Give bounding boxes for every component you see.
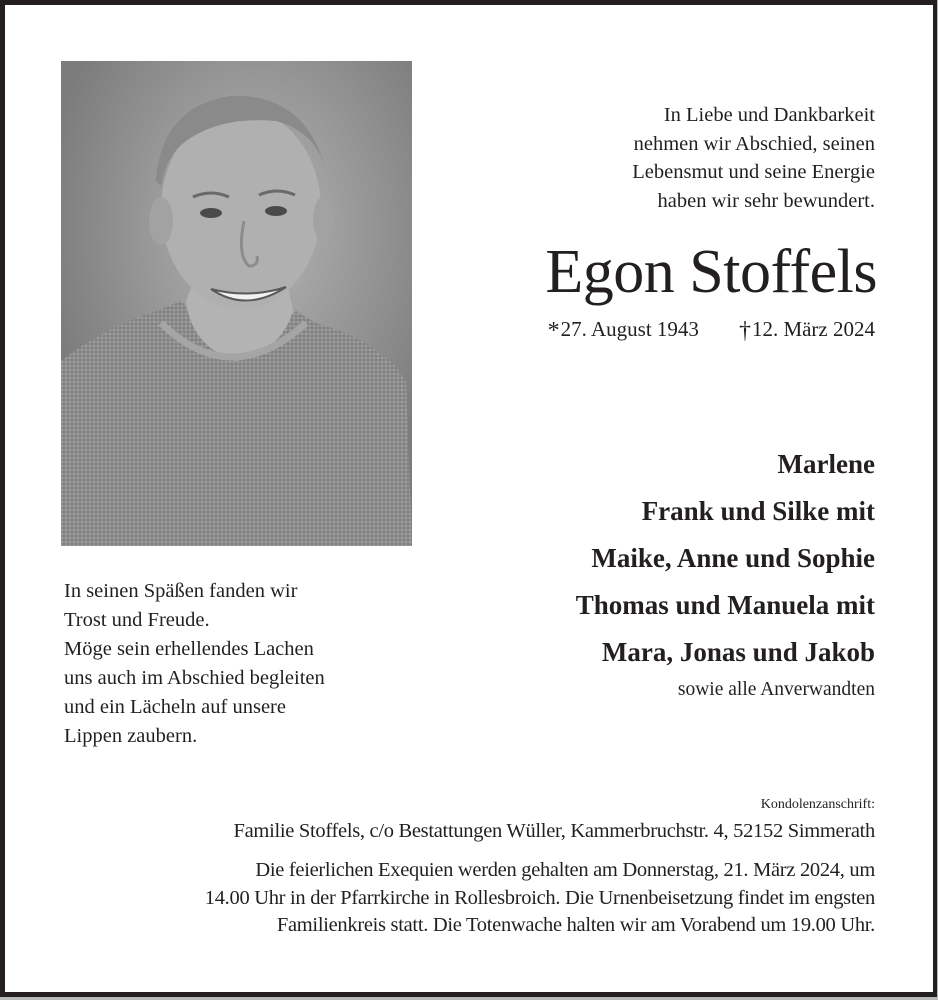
family-mourners xyxy=(425,441,875,702)
family-line: Marlene xyxy=(777,449,875,479)
death-date-group xyxy=(739,315,875,345)
deceased-name: Egon Stoffels xyxy=(545,238,877,306)
opening-quote xyxy=(455,101,875,215)
quote-line: uns auch im Abschied begleiten xyxy=(64,667,325,689)
quote-line: In seinen Späßen fanden wir xyxy=(64,580,298,602)
portrait-icon xyxy=(61,61,412,546)
birth-date-group xyxy=(548,315,699,345)
quote-line: Möge sein erhellendes Lachen xyxy=(64,638,314,660)
family-line: Frank und Silke mit xyxy=(641,496,875,526)
quote-line: Lebensmut und seine Energie xyxy=(632,161,875,183)
relatives-line: sowie alle Anverwandten xyxy=(677,679,875,700)
quote-line: nehmen wir Abschied, seinen xyxy=(633,132,875,155)
death-cross-icon: † xyxy=(738,318,751,344)
family-line: Thomas und Manuela mit xyxy=(575,590,875,620)
birth-date: 27. August 1943 xyxy=(560,317,699,341)
condolence-label: Kondolenzanschrift: xyxy=(760,797,875,812)
service-info xyxy=(75,857,875,940)
quote-line: und ein Lächeln auf unsere xyxy=(64,696,286,718)
family-line: Maike, Anne und Sophie xyxy=(591,543,875,573)
family-line: Mara, Jonas und Jakob xyxy=(601,637,875,667)
quote-line: Lippen zaubern. xyxy=(64,725,198,747)
quote-line: haben wir sehr bewundert. xyxy=(657,189,875,212)
service-line: Die feierlichen Exequien werden gehalten am Donnerstag, 21. März 2024, um xyxy=(255,859,875,881)
condolence-address: Familie Stoffels, c/o Bestattungen Wüller, Kammerbruchstr. 4, 52152 Simmerath xyxy=(233,820,875,842)
death-date: 12. März 2024 xyxy=(751,317,875,341)
memorial-quote xyxy=(64,577,404,751)
life-dates xyxy=(548,315,875,345)
service-line: 14.00 Uhr in der Pfarrkirche in Rollesbroich. Die Urnenbeisetzung findet im engsten xyxy=(204,886,875,909)
quote-line: In Liebe und Dankbarkeit xyxy=(663,104,875,126)
birth-star-icon: * xyxy=(547,318,560,344)
service-line: Familienkreis statt. Die Totenwache halten wir am Vorabend um 19.00 Uhr. xyxy=(276,914,875,936)
quote-line: Trost und Freude. xyxy=(64,609,210,631)
portrait-photo xyxy=(61,61,412,546)
